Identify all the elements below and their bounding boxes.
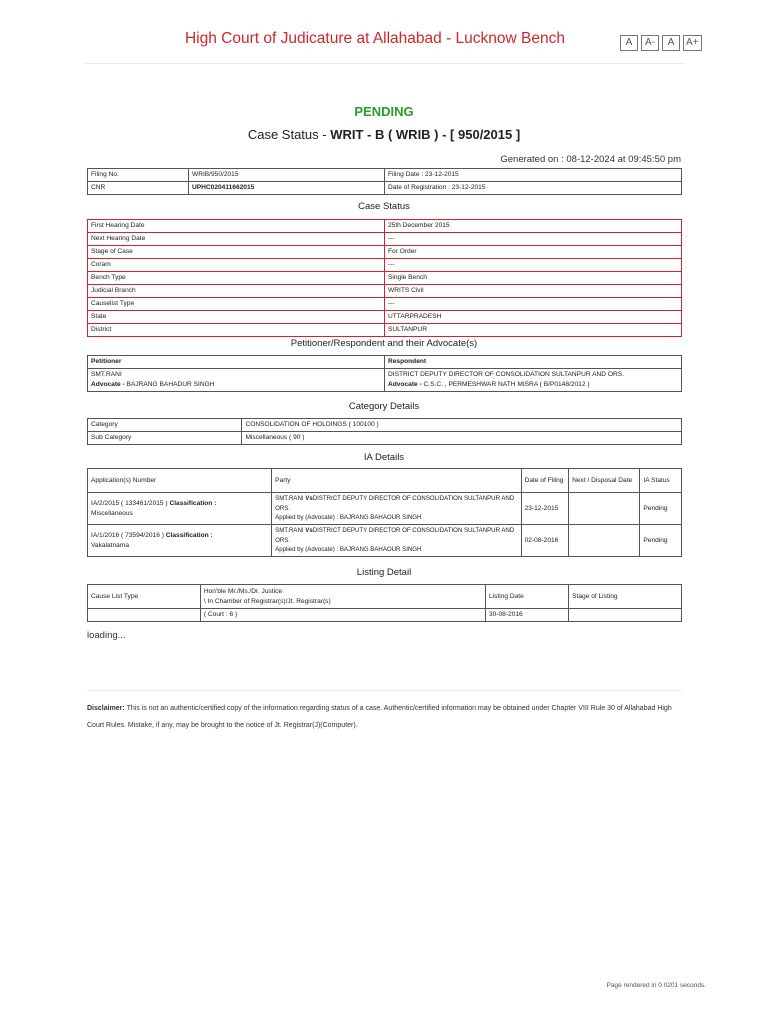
listing-date: 30-08-2016 bbox=[485, 609, 568, 622]
respondent-name: DISTRICT DEPUTY DIRECTOR OF CONSOLIDATION SULTANPUR AND ORS. bbox=[388, 371, 624, 378]
ia-heading: IA Details bbox=[363, 452, 405, 463]
case-status-value: 25th December 2015 bbox=[385, 220, 682, 233]
respondent-advocate-label: Advocate - bbox=[388, 381, 424, 388]
table-row bbox=[88, 493, 682, 525]
table-row bbox=[88, 285, 682, 298]
case-status-label: PENDING bbox=[354, 104, 414, 119]
table-row bbox=[88, 233, 682, 246]
ia-party-respondent: DISTRICT DEPUTY DIRECTOR OF CONSOLIDATION SULTANPUR AND ORS. bbox=[275, 527, 515, 544]
listing-type bbox=[88, 609, 201, 622]
ia-status: Pending bbox=[640, 493, 682, 525]
listing-court: ( Court : 6 ) bbox=[200, 609, 485, 622]
ia-number: IA/2/2015 ( 133461/2015 ) bbox=[91, 499, 170, 507]
ia-party-petitioner: SMT.RANI bbox=[275, 527, 306, 535]
filing-table bbox=[87, 168, 682, 195]
table-row bbox=[88, 419, 682, 432]
listing-stage bbox=[569, 609, 682, 622]
ia-party-respondent: DISTRICT DEPUTY DIRECTOR OF CONSOLIDATION SULTANPUR AND ORS. bbox=[275, 495, 515, 512]
case-status-value: --- bbox=[385, 233, 682, 246]
respondent-header: Respondent bbox=[385, 356, 682, 369]
ia-header-number: Application(s) Number bbox=[88, 469, 272, 493]
case-status-label: Bench Type bbox=[88, 272, 385, 285]
category-heading: Category Details bbox=[348, 401, 420, 412]
case-status-heading: Case Status bbox=[358, 201, 410, 212]
ia-party-cell bbox=[272, 493, 521, 525]
ia-next-date bbox=[569, 493, 640, 525]
ia-header-next: Next / Disposal Date bbox=[569, 469, 640, 493]
render-time-footer: Page rendered in 0.0201 seconds. bbox=[606, 982, 706, 989]
filing-date: Filing Date : 23-12-2015 bbox=[384, 169, 681, 182]
case-status-value: --- bbox=[385, 259, 682, 272]
ia-party-vs: Vs bbox=[305, 527, 313, 535]
parties-heading: Petitioner/Respondent and their Advocate(s) bbox=[290, 338, 478, 349]
ia-party-vs: Vs bbox=[305, 495, 313, 503]
listing-heading: Listing Detail bbox=[356, 567, 412, 578]
ia-applied-by: Applied by (Advocate) : BAJRANG BAHAOUR SINGH bbox=[275, 514, 422, 522]
ia-party-petitioner: SMT.RANI bbox=[275, 495, 306, 503]
ia-header-party: Party bbox=[272, 469, 521, 493]
case-status-label: Stage of Case bbox=[88, 246, 385, 259]
ia-header-status: IA Status bbox=[640, 469, 682, 493]
table-row bbox=[88, 182, 682, 195]
case-status-label: First Hearing Date bbox=[88, 220, 385, 233]
listing-header-stage: Stage of Listing bbox=[569, 585, 682, 609]
cnr-label: CNR bbox=[88, 182, 189, 195]
listing-header-date: Listing Date bbox=[485, 585, 568, 609]
category-label: Sub Category bbox=[88, 432, 242, 445]
case-title bbox=[0, 127, 768, 142]
disclaimer-divider bbox=[87, 690, 682, 691]
table-row bbox=[88, 246, 682, 259]
listing-header-type: Cause List Type bbox=[88, 585, 201, 609]
font-reset-button[interactable]: A bbox=[620, 35, 638, 51]
header-divider bbox=[85, 63, 685, 64]
category-value: CONSOLIDATION OF HOLDINGS ( 100100 ) bbox=[242, 419, 682, 432]
ia-classification-label: Classification : bbox=[169, 499, 217, 507]
listing-table bbox=[87, 584, 682, 622]
generated-timestamp: Generated on : 08-12-2024 at 09:45:50 pm bbox=[500, 154, 681, 165]
font-size-controls bbox=[620, 35, 702, 51]
table-row bbox=[88, 311, 682, 324]
case-status-label: Next Hearing Date bbox=[88, 233, 385, 246]
case-status-label: Causelist Type bbox=[88, 298, 385, 311]
table-row bbox=[88, 259, 682, 272]
case-status-value: UTTARPRADESH bbox=[385, 311, 682, 324]
case-status-label: Coram bbox=[88, 259, 385, 272]
listing-header-justice-line2: \ In Chamber of Registrar(s)/Jt. Registrar(s) bbox=[203, 597, 331, 605]
table-row bbox=[88, 220, 682, 233]
font-normal-button[interactable]: A bbox=[662, 35, 680, 51]
petitioner-advocate-label: Advocate - bbox=[91, 381, 127, 388]
table-row bbox=[88, 369, 682, 392]
filing-no-value: WRIB/950/2015 bbox=[188, 169, 384, 182]
petitioner-advocate: BAJRANG BAHADUR SINGH bbox=[126, 381, 215, 388]
category-label: Category bbox=[88, 419, 242, 432]
page-header bbox=[0, 0, 768, 64]
case-status-value: --- bbox=[385, 298, 682, 311]
ia-next-date bbox=[569, 525, 640, 557]
disclaimer-label: Disclaimer: bbox=[87, 705, 125, 712]
table-row bbox=[88, 356, 682, 369]
ia-header-filing: Date of Filing bbox=[521, 469, 569, 493]
loading-text: loading... bbox=[87, 630, 126, 641]
ia-applied-by: Applied by (Advocate) : BAJRANG BAHAOUR SINGH bbox=[275, 546, 422, 554]
parties-table bbox=[87, 355, 682, 392]
font-increase-button[interactable]: A+ bbox=[683, 35, 702, 51]
ia-filing-date: 23-12-2015 bbox=[521, 493, 569, 525]
font-decrease-button[interactable]: A- bbox=[641, 35, 659, 51]
ia-party-cell bbox=[272, 525, 521, 557]
table-row bbox=[88, 272, 682, 285]
case-status-label: District bbox=[88, 324, 385, 337]
petitioner-header: Petitioner bbox=[88, 356, 385, 369]
disclaimer-text: This is not an authentic/certified copy of the information regarding status of a case. Authentic/certified information may be obtained under Chapter VIII Rule 30 of Allahabad High Court Rules. Mistake, if any, may be brought to the notice of Jt. Registrar(J)(Computer). bbox=[87, 705, 672, 729]
table-row bbox=[88, 298, 682, 311]
case-title-prefix: Case Status - bbox=[247, 127, 331, 142]
court-title: High Court of Judicature at Allahabad - Lucknow Bench bbox=[185, 30, 565, 47]
ia-number: IA/1/2016 ( 73594/2016 ) bbox=[91, 531, 166, 539]
petitioner-cell bbox=[88, 369, 385, 392]
case-status-value: Single Bench bbox=[385, 272, 682, 285]
respondent-advocate: C.S.C. , PERMESHWAR NATH MISRA ( B/P0148/2012 ) bbox=[423, 381, 590, 388]
listing-header-justice bbox=[200, 585, 485, 609]
registration-date: Date of Registration : 23-12-2015 bbox=[384, 182, 681, 195]
cnr-value: UPHC020411662015 bbox=[188, 182, 384, 195]
ia-classification: Vakalatnama bbox=[91, 541, 129, 549]
case-status-label: State bbox=[88, 311, 385, 324]
ia-table bbox=[87, 468, 682, 557]
filing-no-label: Filing No. bbox=[88, 169, 189, 182]
ia-status: Pending bbox=[640, 525, 682, 557]
table-row bbox=[88, 469, 682, 493]
table-row bbox=[88, 585, 682, 609]
respondent-cell bbox=[385, 369, 682, 392]
category-value: Miscellaneous ( 90 ) bbox=[242, 432, 682, 445]
table-row bbox=[88, 169, 682, 182]
table-row bbox=[88, 525, 682, 557]
case-title-value: WRIT - B ( WRIB ) - [ 950/2015 ] bbox=[330, 127, 521, 142]
table-row bbox=[88, 324, 682, 337]
case-status-table bbox=[87, 219, 682, 337]
category-table bbox=[87, 418, 682, 445]
petitioner-name: SMT.RANI bbox=[91, 371, 122, 378]
ia-number-cell bbox=[88, 525, 272, 557]
case-status-value: SULTANPUR bbox=[385, 324, 682, 337]
case-status-value: WRITS Civil bbox=[385, 285, 682, 298]
listing-header-justice-line1: Hon'ble Mr./Ms./Dr. Justice bbox=[203, 587, 283, 595]
table-row bbox=[88, 609, 682, 622]
case-status-label: Judicial Branch bbox=[88, 285, 385, 298]
table-row bbox=[88, 432, 682, 445]
ia-number-cell bbox=[88, 493, 272, 525]
case-status-value: For Order bbox=[385, 246, 682, 259]
disclaimer bbox=[87, 700, 687, 734]
ia-classification: Miscellaneous bbox=[91, 509, 133, 517]
ia-filing-date: 02-08-2016 bbox=[521, 525, 569, 557]
ia-classification-label: Classification : bbox=[165, 531, 213, 539]
